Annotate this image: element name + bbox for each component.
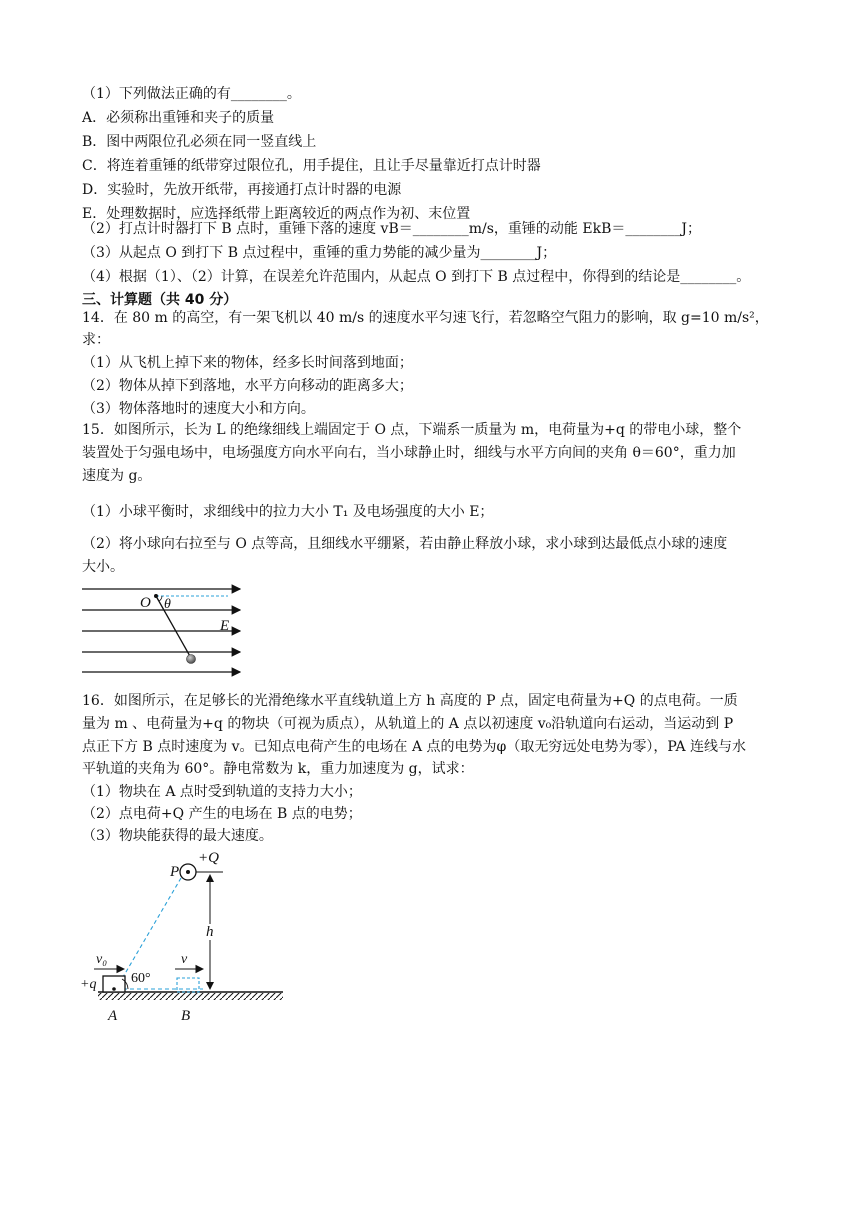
problem-14-sub-2: （2）物体从掉下到落地，水平方向移动的距离多大； [82, 378, 413, 394]
label-v0: v₀ [96, 952, 108, 967]
option-c: C．将连着重锤的纸带穿过限位孔，用手提住，且让手尽量靠近打点计时器 [82, 158, 541, 174]
question-13-part-3: （3）从起点 O 到打下 B 点过程中，重锤的重力势能的减少量为________J； [82, 245, 557, 261]
label-e: E [220, 618, 230, 634]
electric-field-pendulum-figure [80, 580, 250, 680]
label-v: v [181, 952, 188, 967]
label-q-small: +q [80, 977, 97, 992]
ground-hatch [98, 993, 283, 1000]
label-q-big: +Q [198, 850, 219, 866]
label-angle: 60° [131, 971, 151, 986]
question-13-part-4: （4）根据（1）、（2）计算，在误差允许范围内，从起点 O 到打下 B 点过程中，你得到的结论是________。 [82, 269, 751, 285]
problem-15-stem-line3: 速度为 g。 [82, 468, 152, 484]
label-o: O [140, 595, 151, 611]
problem-16-stem-line2: 量为 m 、电荷量为+q 的物块（可视为质点），从轨道上的 A 点以初速度 v₀沿轨道向右运动，当运动到 P [82, 716, 734, 732]
label-h: h [206, 924, 214, 940]
angle-arc [159, 596, 162, 601]
problem-16-sub-3: （3）物块能获得的最大速度。 [82, 828, 273, 844]
field-lines [82, 589, 240, 672]
problem-15-sub-2-line1: （2）将小球向右拉至与 O 点等高，且细线水平绷紧，若由静止释放小球，求小球到达最低点小球的速度 [82, 536, 728, 552]
problem-16-stem-line3: 点正下方 B 点时速度为 v。已知点电荷产生的电场在 A 点的电势为φ（取无穷远处电势为零），PA 连线与水 [82, 739, 747, 755]
problem-15-stem-line2: 装置处于匀强电场中，电场强度方向水平向右，当小球静止时，细线与水平方向间的夹角 θ＝60°，重力加 [82, 445, 736, 461]
pivot-point [154, 594, 158, 598]
label-theta: θ [164, 597, 171, 612]
problem-16-sub-2: （2）点电荷+Q 产生的电场在 B 点的电势； [82, 806, 362, 822]
option-b: B．图中两限位孔必须在同一竖直线上 [82, 134, 317, 150]
question-13-part-1: （1）下列做法正确的有________。 [82, 86, 301, 102]
charged-ball [187, 655, 196, 664]
problem-15-sub-1: （1）小球平衡时，求细线中的拉力大小 T₁ 及电场强度的大小 E； [82, 504, 494, 520]
label-a: A [108, 1008, 118, 1024]
option-a: A．必须称出重锤和夹子的质量 [82, 110, 275, 126]
problem-15-stem-line1: 15．如图所示，长为 L 的绝缘细线上端固定于 O 点，下端系一质量为 m，电荷量为+q 的带电小球，整个 [82, 422, 742, 438]
problem-15-sub-2-line2: 大小。 [82, 559, 124, 575]
string [156, 596, 191, 658]
block-at-b-dashed [177, 978, 199, 992]
problem-14-sub-1: （1）从飞机上掉下来的物体，经多长时间落到地面； [82, 355, 413, 371]
option-e: E．处理数据时，应选择纸带上距离较近的两点作为初、末位置 [82, 206, 471, 222]
point-charge-track-figure [78, 842, 288, 1032]
problem-14-stem-line1: 14．在 80 m 的高空，有一架飞机以 40 m/s 的速度水平匀速飞行，若忽略空气阻力的影响，取 g=10 m/s²， [82, 310, 769, 326]
problem-16-sub-1: （1）物块在 A 点时受到轨道的支持力大小； [82, 784, 362, 800]
label-b: B [181, 1008, 191, 1024]
option-d: D．实验时，先放开纸带，再接通打点计时器的电源 [82, 182, 402, 198]
problem-14-stem-line2: 求： [82, 332, 110, 348]
label-p: P [170, 864, 180, 880]
problem-14-sub-3: （3）物体落地时的速度大小和方向。 [82, 401, 315, 417]
question-13-part-2: （2）打点计时器打下 B 点时，重锤下落的速度 vB＝________m/s，重锤的动能 EkB＝________J； [82, 221, 701, 237]
problem-16-stem-line4: 平轨道的夹角为 60°。静电常数为 k，重力加速度为 g，试求： [82, 761, 474, 777]
problem-16-stem-line1: 16．如图所示，在足够长的光滑绝缘水平直线轨道上方 h 高度的 P 点，固定电荷量为+Q 的点电荷。一质 [82, 693, 738, 709]
section-title: 三、计算题（共 40 分） [82, 292, 238, 308]
